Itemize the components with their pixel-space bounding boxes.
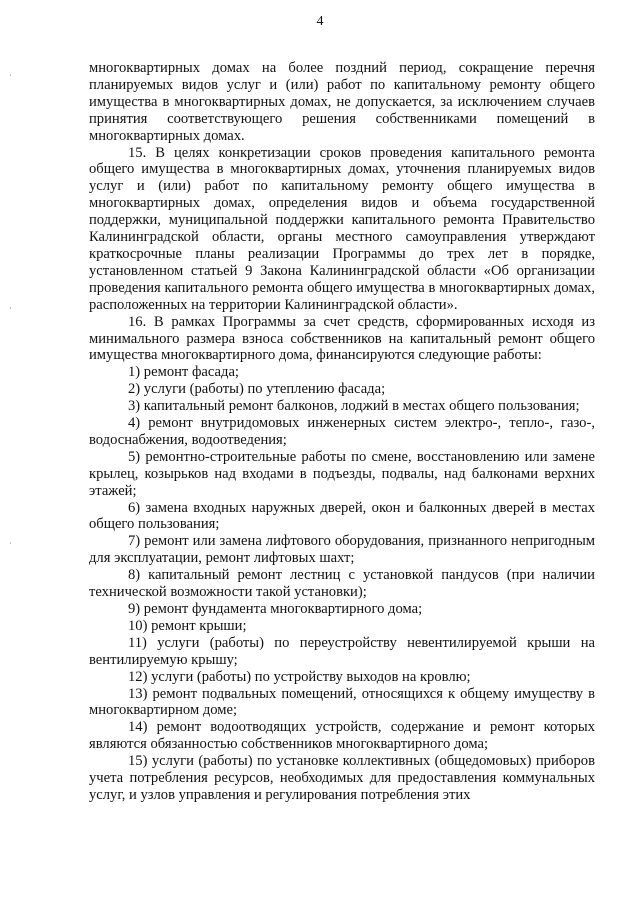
list-item-work-12: 12) услуги (работы) по устройству выходов на кровлю; [128, 668, 471, 685]
list-item-work-13: 13) ремонт подвальных помещений, относящихся к общему имуществу в многоквартирном доме; [89, 685, 595, 719]
list-item-work-15: 15) услуги (работы) по установке коллективных (общедомовых) приборов учета потребления ресурсов, необходимых для предоставления коммунальных услуг, и узлов управления и регулирования потребления этих [89, 753, 595, 803]
list-item-work-3: 3) капитальный ремонт балконов, лоджий в местах общего пользования; [128, 398, 580, 415]
list-item-work-14: 14) ремонт водоотводящих устройств, содержание и ремонт которых являются обязанностью собственников многоквартирного дома; [89, 719, 595, 753]
paragraph-continuation: многоквартирных домах на более поздний период, сокращение перечня планируемых видов услуг и (или) работ по капитальному ремонту общего имущества в многоквартирных домах, не допускается, за исключением случаев принятия соответствующего решения собственниками помещений в многоквартирных домах. [89, 60, 595, 144]
paragraph-item-16: 16. В рамках Программы за счет средств, сформированных исходя из минимального размера взноса собственников на капитальный ремонт общего имущества многоквартирного дома, финансируются следующие работы: [89, 313, 595, 364]
list-item-work-9: 9) ремонт фундамента многоквартирного дома; [128, 601, 423, 617]
margin-mark: · [9, 304, 12, 313]
list-item-work-11: 11) услуги (работы) по переустройству невентилируемой крыши на вентилируемую крышу; [89, 634, 595, 668]
list-item-work-8: 8) капитальный ремонт лестниц с установкой пандусов (при наличии технической возможности такой установки); [89, 567, 595, 601]
list-item-work-5: 5) ремонтно-строительные работы по смене, восстановлению или замене крылец, козырьков над входами в подъезды, подвалы, над балконами верхних этажей; [89, 448, 595, 499]
list-item-work-2: 2) услуги (работы) по утеплению фасада; [128, 381, 386, 398]
list-item-work-7: 7) ремонт или замена лифтового оборудования, признанного непригодным для эксплуатации, ремонт лифтовых шахт; [89, 533, 595, 567]
document-body [89, 60, 595, 804]
list-item-work-10: 10) ремонт крыши; [128, 617, 247, 634]
list-item-work-4: 4) ремонт внутридомовых инженерных систем электро-, тепло-, газо-, водоснабжения, водоотведения; [89, 415, 595, 448]
paragraph-item-15: 15. В целях конкретизации сроков проведения капитального ремонта общего имущества в многоквартирных домах, уточнения планируемых видов услуг и (или) работ по капитальному ремонту общего имущества в многоквартирных домах, определения видов и объема государственной поддержки, муниципальной поддержки капитального ремонта Правительство Калининградской области, органы местного самоуправления утверждают краткосрочные планы реализации Программы до трех лет в порядке, установленном статьей 9 Закона Калининградской области «Об организации проведения капитального ремонта общего имущества в многоквартирных домах, расположенных на территории Калининградской области». [89, 144, 595, 313]
margin-mark: · [9, 539, 12, 548]
margin-mark: · [9, 71, 12, 80]
list-item-work-1: 1) ремонт фасада; [128, 364, 239, 381]
list-item-work-6: 6) замена входных наружных дверей, окон и балконных дверей в местах общего пользования; [89, 499, 595, 533]
page-number: 4 [316, 14, 324, 29]
